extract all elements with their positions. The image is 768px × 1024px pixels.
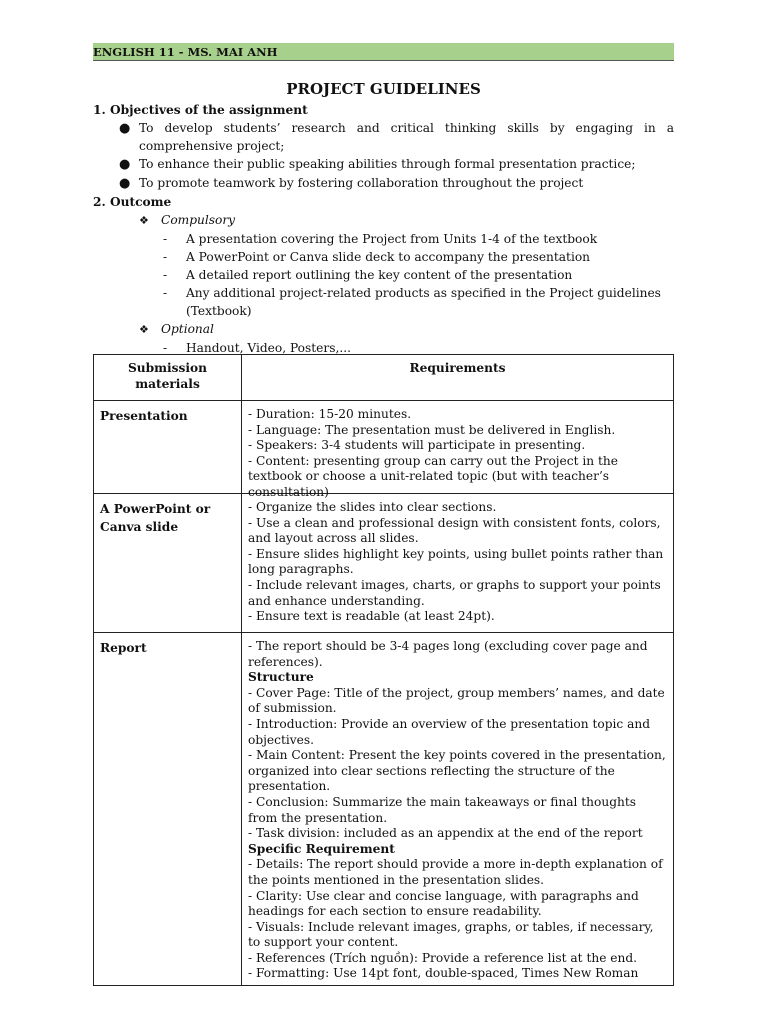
list-item [93,119,674,155]
requirement-line: - Visuals: Include relevant images, graphs, or tables, if necessary, to support your content. [248,919,654,950]
list-item: - A presentation covering the Project from Units 1-4 of the textbook [93,230,674,248]
optional-heading [93,320,674,339]
compulsory-item: Any additional project-related products as specified in the Project guidelines (Textbook) [186,286,661,318]
column-header: Requirements [242,355,674,401]
requirement-line: - Use a clean and professional design with consistent fonts, colors, and layout across all slides. [248,515,661,546]
objectives-heading: 1. Objectives of the assignment [93,103,308,117]
compulsory-heading [93,211,674,230]
requirements-table [93,354,674,986]
compulsory-item: A PowerPoint or Canva slide deck to accompany the presentation [186,250,591,264]
structure-subheading: Structure [248,670,314,685]
list-item: - A PowerPoint or Canva slide deck to accompany the presentation [93,248,674,266]
course-title: ENGLISH 11 - MS. MAI ANH [93,45,278,59]
requirement-line: - Language: The presentation must be delivered in English. [248,422,616,437]
diamond-bullet-icon: ❖ [139,323,149,336]
compulsory-item: A detailed report outlining the key content of the presentation [186,268,573,282]
requirement-line: - The report should be 3-4 pages long (excluding cover page and references). [248,639,648,669]
objectives-section [93,101,674,357]
table-row [94,633,674,986]
list-item: - A detailed report outlining the key content of the presentation [93,266,674,284]
requirement-line: - Duration: 15-20 minutes. [248,407,412,421]
row-label: Report [94,633,242,986]
list-item [93,155,674,174]
requirement-line: - Content: presenting group can carry out the Project in the textbook or choose a unit-related topic (but with teacher’s consultation) [248,453,618,499]
table-header-row [94,355,674,401]
bullet-icon: ● [119,121,131,136]
specific-requirement-subheading: Specific Requirement [248,841,395,856]
bullet-icon: ● [119,157,131,172]
requirement-line: - References (Trích nguồn): Provide a reference list at the end. [248,950,638,965]
diamond-bullet-icon: ❖ [139,214,149,227]
row-requirements [242,401,674,499]
requirement-line: - Ensure text is readable (at least 24pt). [248,609,495,624]
table-row [94,401,674,494]
objective-text: To enhance their public speaking abilities through formal presentation practice; [139,157,636,171]
list-item: - Handout, Video, Posters,... [93,339,674,357]
compulsory-item: A presentation covering the Project from Units 1-4 of the textbook [186,232,598,246]
page-title: PROJECT GUIDELINES [286,80,481,98]
bullet-icon: ● [119,176,131,191]
column-header: Submission materials [94,355,242,401]
requirement-line: - Introduction: Provide an overview of the presentation topic and objectives. [248,716,651,747]
requirement-line: - Speakers: 3-4 students will participate in presenting. [248,438,586,453]
list-item [93,174,674,193]
table-row [94,494,674,633]
optional-item: Handout, Video, Posters,... [186,341,351,355]
requirement-line: - Task division: included as an appendix at the end of the report [248,826,643,841]
outcome-heading: 2. Outcome [93,195,172,209]
requirement-line: - Ensure slides highlight key points, using bullet points rather than long paragraphs. [248,546,664,577]
row-requirements [242,494,674,633]
requirement-line: - Formatting: Use 14pt font, double-spaced, Times New Roman [248,966,639,981]
row-requirements [242,633,674,986]
requirement-line: - Conclusion: Summarize the main takeaways or final thoughts from the presentation. [248,794,637,825]
requirement-line: - Clarity: Use clear and concise language, with paragraphs and headings for each section to ensure readability. [248,888,639,919]
list-item: - Any additional project-related products as specified in the Project guidelines (Textbook) [93,284,674,320]
requirement-line: - Main Content: Present the key points covered in the presentation, organized into clear sections reflecting the structure of the presentation. [248,748,666,794]
compulsory-label: Compulsory [161,213,236,227]
row-label: Presentation [94,401,242,494]
course-header [93,43,674,61]
requirement-line: - Organize the slides into clear sections. [248,500,497,514]
objective-text: To promote teamwork by fostering collaboration throughout the project [139,176,584,190]
requirement-line: - Cover Page: Title of the project, group members’ names, and date of submission. [248,685,665,716]
requirement-line: - Include relevant images, charts, or graphs to support your points and enhance understanding. [248,577,661,608]
requirement-line: - Details: The report should provide a more in-depth explanation of the points mentioned in the presentation slides. [248,857,663,887]
objective-text: To develop students’ research and critical thinking skills by engaging in a comprehensive project; [139,121,674,153]
optional-label: Optional [161,322,214,336]
row-label: A PowerPoint or Canva slide [94,494,242,633]
